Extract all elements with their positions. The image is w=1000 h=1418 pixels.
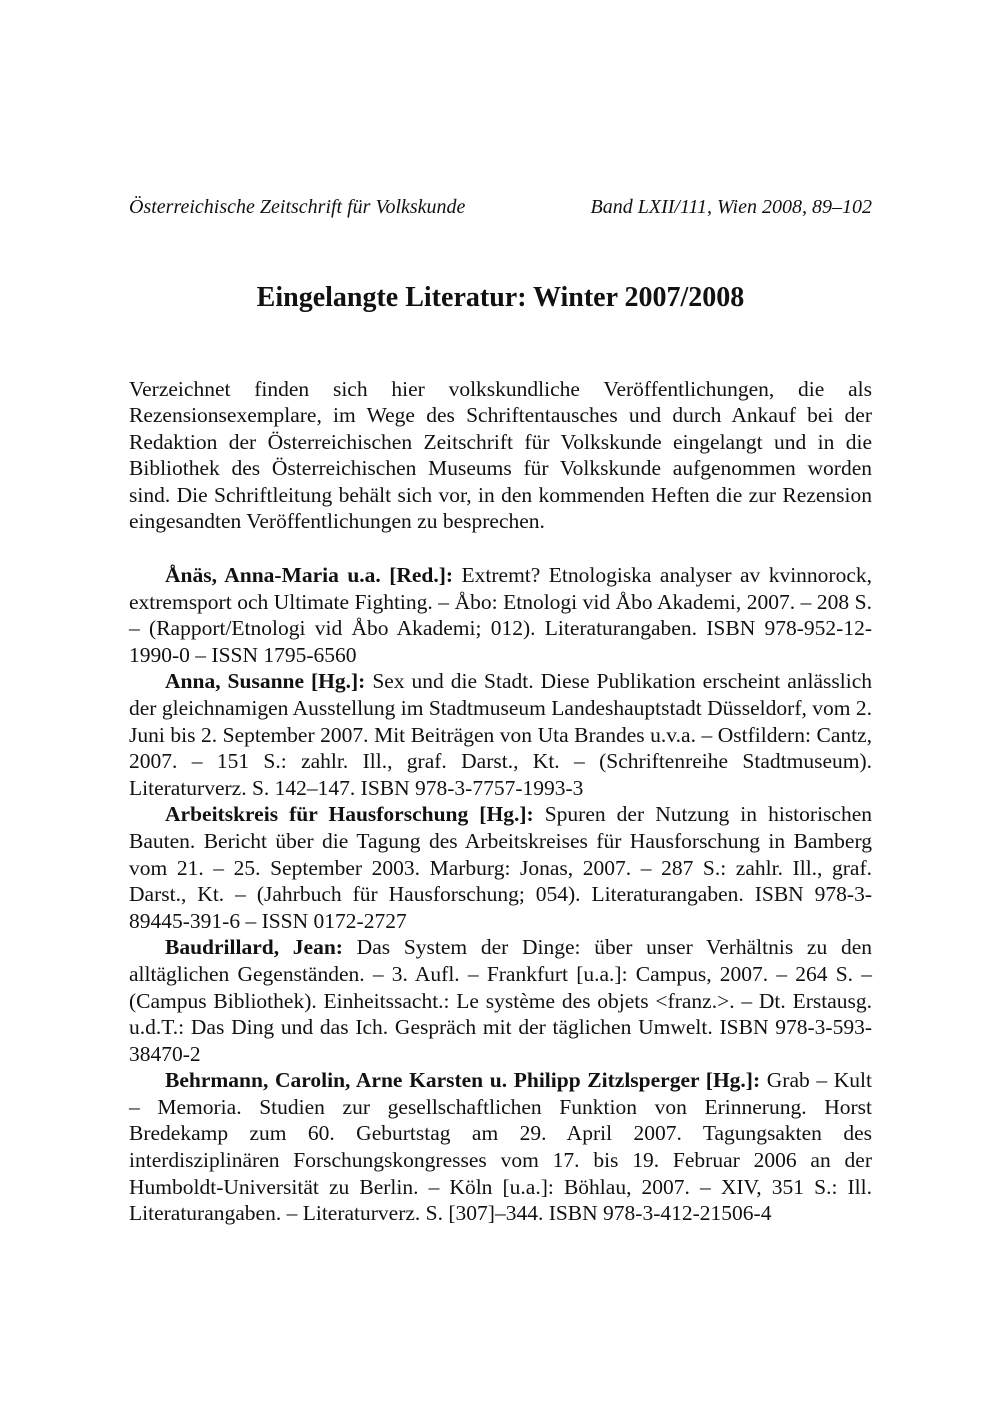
entry-author: Behrmann, Carolin, Arne Karsten u. Philipp Zitzlsperger [Hg.]:: [165, 1068, 761, 1093]
entry-author: Arbeitskreis für Hausforschung [Hg.]:: [165, 802, 534, 827]
intro-paragraph: Verzeichnet finden sich hier volkskundliche Veröffentlichungen, die als Rezensionsexemplare, im Wege des Schriftentausches und durch Ankauf bei der Redaktion der Österreichischen Zeitschrift für Volkskunde eingelangt und in die Bibliothek des Österreichischen Museums für Volkskunde aufgenommen worden sind. Die Schriftleitung behält sich vor, in den kommenden Heften die zur Rezension eingesandten Veröffentlichungen zu besprechen.: [129, 376, 872, 534]
volume-info: Band LXII/111, Wien 2008, 89–102: [590, 196, 872, 218]
page-title: Eingelangte Literatur: Winter 2007/2008: [256, 282, 745, 313]
entry-author: Anna, Susanne [Hg.]:: [165, 669, 366, 694]
entry-text: Grab – Kult – Memoria. Studien zur gesellschaftlichen Funktion von Erinnerung. Horst Bredekamp zum 60. Geburtstag am 29. April 2007. Tagungsakten des interdisziplinären Forschungskongresses vom 17. bis 19. Februar 2006 an der Humboldt-Universität zu Berlin. – Köln [u.a.]: Böhlau, 2007. – XIV, 351 S.: Ill. Literaturangaben. – Literaturverz. S. [307]–344. ISBN 978-3-412-21506-4: [129, 1068, 872, 1226]
bibliography-entry: [129, 668, 872, 801]
entry-author: Ånäs, Anna-Maria u.a. [Red.]:: [165, 563, 454, 587]
bibliography-entry: [129, 801, 872, 934]
bibliography-entry: [129, 1067, 872, 1227]
bibliography-entry: [129, 934, 872, 1067]
bibliography-list: [129, 562, 872, 1227]
entry-text: Spuren der Nutzung in historischen Bauten. Bericht über die Tagung des Arbeitskreises für Hausforschung in Bamberg vom 21. – 25. September 2003. Marburg: Jonas, 2007. – 287 S.: zahlr. Ill., graf. Darst., Kt. – (Jahrbuch für Hausforschung; 054). Literaturangaben. ISBN 978-3-89445-391-6 – ISSN 0172-2727: [129, 802, 872, 933]
journal-title: Österreichische Zeitschrift für Volkskunde: [129, 196, 466, 218]
bibliography-entry: [129, 562, 872, 668]
running-head: [129, 193, 872, 221]
entry-text: Extremt? Etnologiska analyser av kvinnorock, extremsport och Ultimate Fighting. – Åbo: Etnologi vid Åbo Akademi, 2007. – 208 S. – (Rapport/Etnologi vid Åbo Akademi; 012). Literaturangaben. ISBN 978-952-12-1990-0 – ISSN 1795-6560: [129, 563, 872, 667]
entry-author: Baudrillard, Jean:: [165, 935, 343, 960]
entry-text: Sex und die Stadt. Diese Publikation erscheint anlässlich der gleichnamigen Ausstellung im Stadtmuseum Landeshauptstadt Düsseldorf, vom 2. Juni bis 2. September 2007. Mit Beiträgen von Uta Brandes u.v.a. – Ostfildern: Cantz, 2007. – 151 S.: zahlr. Ill., graf. Darst., Kt. – (Schriftenreihe Stadtmuseum). Literaturverz. S. 142–147. ISBN 978-3-7757-1993-3: [129, 669, 872, 800]
entry-text: Das System der Dinge: über unser Verhältnis zu den alltäglichen Gegenständen. – 3. Aufl. – Frankfurt [u.a.]: Campus, 2007. – 264 S. – (Campus Bibliothek). Einheitssacht.: Le système des objets <franz.>. – Dt. Erstausg. u.d.T.: Das Ding und das Ich. Gespräch mit der täglichen Umwelt. ISBN 978-3-593-38470-2: [129, 935, 872, 1066]
